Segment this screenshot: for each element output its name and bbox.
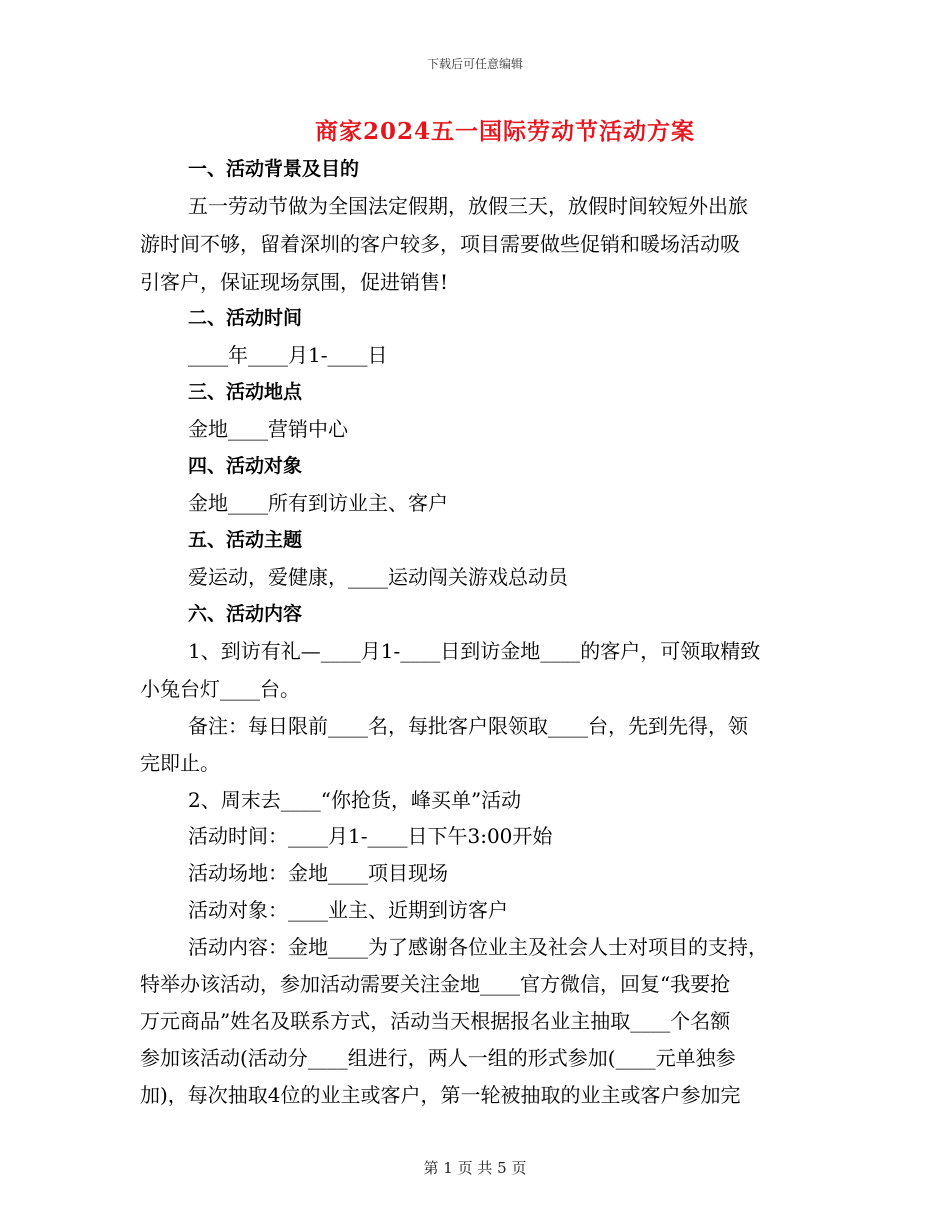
paragraph-line: 小兔台灯____台。 [140,677,300,701]
paragraph-line: 特举办该活动，参加活动需要关注金地____官方微信，回复“我要抢 [140,972,731,996]
page-footer: 第 1 页 共 5 页 [423,1159,527,1177]
paragraph-line: 参加该活动(活动分____组进行，两人一组的形式参加(____元单独参 [140,1046,736,1070]
paragraph-line: 活动对象：____业主、近期到访客户 [188,898,508,922]
paragraph-line: 五一劳动节做为全国法定假期，放假三天，放假时间较短外出旅 [188,194,748,218]
document-title: 商家2024五一国际劳动节活动方案 [314,118,695,145]
section-heading: 三、活动地点 [188,381,303,403]
section-heading: 一、活动背景及目的 [188,158,360,180]
section-heading: 六、活动内容 [188,603,303,625]
paragraph-line: 游时间不够，留着深圳的客户较多，项目需要做些促销和暖场活动吸 [140,232,740,256]
paragraph-line: 备注：每日限前____名，每批客户限领取____台，先到先得，领 [188,714,748,738]
paragraph-line: 万元商品”姓名及联系方式，活动当天根据报名业主抽取____个名额 [140,1009,731,1033]
section-heading: 五、活动主题 [188,529,303,551]
paragraph-line: 2、周末去____“你抢货，峰买单”活动 [188,788,522,812]
paragraph-line: 完即止。 [140,751,220,775]
section-heading: 二、活动时间 [188,307,303,329]
paragraph-line: 金地____所有到访业主、客户 [188,491,448,515]
paragraph-line: 加)，每次抽取4位的业主或客户，第一轮被抽取的业主或客户参加完 [140,1083,741,1107]
section-heading: 四、活动对象 [188,455,303,477]
paragraph-line: 1、到访有礼—____月1-____日到访金地____的客户，可领取精致 [188,639,761,663]
paragraph-line: 活动场地：金地____项目现场 [188,861,448,885]
paragraph-line: 引客户，保证现场氛围，促进销售! [140,270,449,294]
paragraph-line: 活动时间：____月1-____日下午3:00开始 [188,824,553,848]
page-header-note: 下载后可任意编辑 [426,57,523,71]
paragraph-line: ____年____月1-____日 [188,343,388,367]
paragraph-line: 爱运动，爱健康，____运动闯关游戏总动员 [188,565,568,589]
paragraph-line: 活动内容：金地____为了感谢各位业主及社会人士对项目的支持， [188,935,768,959]
paragraph-line: 金地____营销中心 [188,417,348,441]
